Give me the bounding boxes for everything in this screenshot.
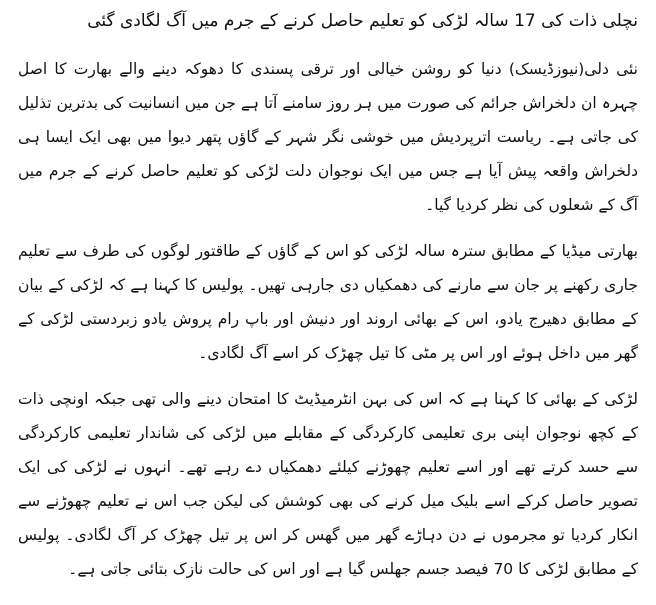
article-paragraph-3: لڑکی کے بھائی کا کہنا ہے کہ اس کی بہن انٹرمیڈیٹ کا امتحان دینے والی تھی جبکہ اونچی ذات کے کچھ نوجوان اپنی بری تعلیمی کارکردگی کے مقابلے میں لڑکی کی شاندار تعلیمی کارکردگی سے حسد کرتے تھے اور اسے تعلیم چھوڑنے کیلئے دھمکیاں دے رہے تھے۔ انہوں نے لڑکی کی ایک تصویر حاصل کرکے اسے بلیک میل کرنے کی بھی کوشش کی لیکن جب اس نے تعلیم چھوڑنے سے انکار کردیا تو مجرموں نے دن دہاڑے گھر میں گھس کر اس پر تیل چھڑک کر آگ لگادی۔ پولیس کے مطابق لڑکی کا 70 فیصد جسم جھلس گیا ہے اور اس کی حالت نازک بتائی جاتی ہے۔ <box>18 390 638 578</box>
article-paragraph-2: بھارتی میڈیا کے مطابق سترہ سالہ لڑکی کو اس کے گاؤں کے طاقتور لوگوں کی طرف سے تعلیم جاری رکھنے پر جان سے مارنے کی دھمکیاں دی جارہی تھیں۔ پولیس کا کہنا ہے کہ لڑکی کے بیان کے مطابق دھیرج یادو، اس کے بھائی اروند اور دنیش اور باپ رام پروش یادو زبردستی لڑکی کے گھر میں داخل ہوئے اور اس پر مٹی کا تیل چھڑک کر اسے آگ لگادی۔ <box>18 242 638 362</box>
article-headline: نچلی ذات کی 17 سالہ لڑکی کو تعلیم حاصل کرنے کے جرم میں آگ لگادی گئی <box>87 11 638 31</box>
article-paragraph-1: نئی دلی(نیوزڈیسک) دنیا کو روشن خیالی اور ترقی پسندی کا دھوکہ دینے والے بھارت کا اصل چہرہ ان دلخراش جرائم کی صورت میں ہر روز سامنے آتا ہے جن میں انسانیت کی بدترین تذلیل کی جاتی ہے۔ ریاست اترپردیش میں خوشی نگر شہر کے گاؤں پتھر دیوا میں بھی ایک ایسا ہی دلخراش واقعہ پیش آیا ہے جس میں ایک نوجوان دلت لڑکی کو تعلیم حاصل کرنے کے جرم میں آگ کے شعلوں کی نظر کردیا گیا۔ <box>18 60 638 214</box>
